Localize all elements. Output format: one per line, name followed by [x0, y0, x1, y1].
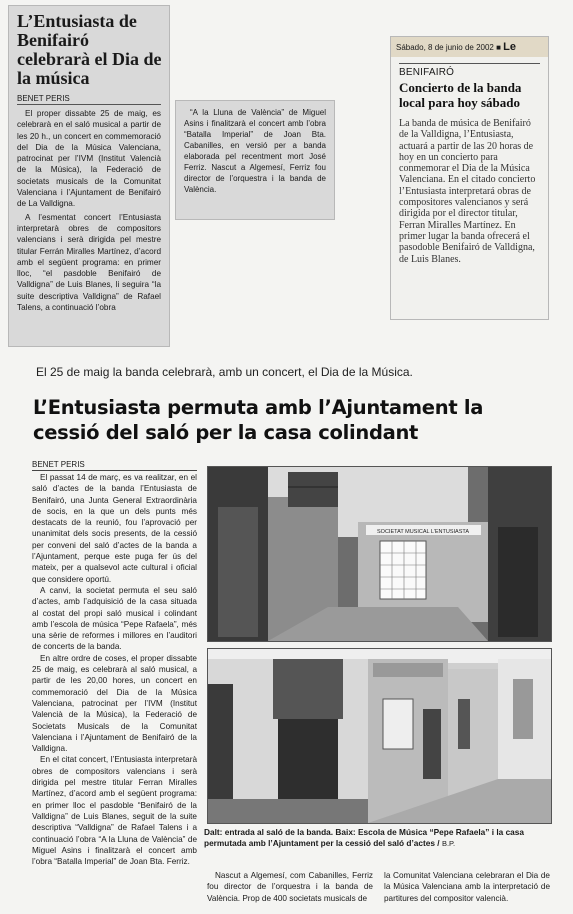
clipping-c-section: BENIFAIRÓ	[399, 63, 540, 78]
photo-music-school	[207, 648, 552, 824]
main-column-3	[384, 870, 550, 904]
clipping-c-date-tail: Le	[503, 41, 517, 53]
main-body	[32, 472, 197, 867]
clipping-a-paragraph: El proper dissabte 25 de maig, es celebrarà en el saló musical a partir de les 20 h., un concert en commemoració del Dia de la Música Valenciana, patrocinat per l’IVM (Institut Valencià de la Música), la Federació de societats musicals de la Comunitat Valenciana i l’Ajuntament de Benifairó de La Valldigna.	[17, 109, 161, 209]
photo-sign-text: SOCIETAT MUSICAL L’ENTUSIASTA	[377, 529, 469, 535]
main-column-2-paragraph: Nascut a Algemesí, com Cabanilles, Ferriz fou director de l’orquestra i la banda de València. Prop de 400 societats musicals de	[207, 871, 373, 903]
photo-music-school-drawing	[208, 649, 551, 823]
main-paragraph: En altre ordre de coses, el proper dissabte 25 de maig, es celebrarà al saló musical, a partir de les 20,00 hores, un concert en commemoració del Dia de la Música Valenciana, patrocinat per l’IVM (Institut Valencià de la Música), la Federació de Societats Musicals de la Comunitat Valenciana i l’Ajuntament de Benifairó de la Valldigna.	[32, 653, 197, 754]
clipping-a-body	[9, 105, 169, 313]
main-subtitle: El 25 de maig la banda celebrarà, amb un concert, el Dia de la Música.	[36, 365, 413, 379]
clipping-c-body	[399, 118, 540, 265]
clipping-c-paragraph: La banda de música de Benifairó de la Valldigna, l’Entusiasta, actuará a partir de las 20 horas de hoy en un concierto para conmemorar el Dia de la Música Valenciana. En el citado concierto l’Entusiasta interpretará obras de compositores valencianos y será dirigida por el director titular, Ferran Miralles Martínez. En primer lugar la banda ofrecerá el pasodoble Benifairó de Valldigna, de Luis Blanes.	[399, 118, 536, 265]
clipping-benifairo-celebrara	[8, 5, 170, 347]
photo-band-hall-entrance	[207, 466, 552, 642]
main-column-2	[207, 870, 373, 904]
clipping-c-headline: Concierto de la banda local para hoy sábado	[399, 80, 522, 110]
main-headline: L’Entusiasta permuta amb l’Ajuntament la cessió del saló per la casa colindant	[33, 396, 484, 444]
main-column-3-paragraph: la Comunitat Valenciana celebraran el Dia de la Música Valenciana amb la interpretació de partitures del compositor valencià.	[384, 871, 550, 903]
clipping-c-dateline	[391, 37, 548, 57]
clipping-b-body	[176, 101, 334, 201]
photo-band-hall-drawing	[208, 467, 551, 641]
clipping-a-paragraph: A l’esmentat concert l’Entusiasta interpretarà obres de compositors valencians i serà dirigida pel mestre titular Ferrán Miralles Martínez, d’acord amb el següent programa: en primer lloc, “el pasdoble Benifairó de Valldigna” de Luis Blanes, li seguira “la suite descriptiva Valldigna” de Rafael Talens, a continuació l’obra	[17, 212, 161, 313]
photo-caption-initials: B.P.	[441, 838, 456, 848]
clipping-a-byline: BENET PERIS	[17, 94, 161, 105]
clipping-b-paragraph: “A la Lluna de València” de Miguel Asins i finalitzarà el concert amb l’obra “Batalla Imperial” de Joan Bta. Cabanilles, en versió per a banda elaborada pel recentment mort José Ferriz. Nascut a Algemesí, Ferriz fou director de l’orquestra i la banda de València.	[184, 108, 326, 194]
clipping-concierto-banda	[390, 36, 549, 320]
clipping-continuation	[175, 100, 335, 220]
main-paragraph: A canvi, la societat permuta el seu saló d’actes, amb l’adquisició de la casa situada al costat del propi saló musical i colindant amb l’escola de música “Pepe Rafaela”, més una sèrie de reformes i millores en l’auditori de concerts de la banda.	[32, 585, 197, 652]
square-bullet-icon: ■	[496, 43, 504, 52]
photo-caption-text: Dalt: entrada al saló de la banda. Baix: Escola de Música “Pepe Rafaela” i la casa permutada amb l’Ajuntament per la cessió del saló d’actes /	[204, 827, 525, 848]
clipping-a-title: L’Entusiasta de Benifairó celebrarà el Dia de la música	[17, 11, 162, 88]
photo-caption	[204, 827, 549, 849]
main-paragraph: En el citat concert, l’Entusiasta interpretarà obres de compositors valencians i serà dirigida pel mestre titular Ferran Miralles Martínez, d’acord amb el següent programa: en primer lloc el pasdoble “Benifairó de la Valldigna” de Luis Blanes, seguit de la suite descriptiva “Valldigna” de Rafael Talens i a continuació l’obra “A la Lluna de València” de Miguel Asins i finalitzarà el concert amb l’obra “Batalla Imperial” de Joan Bta. Ferriz.	[32, 755, 197, 867]
main-paragraph: El passat 14 de març, es va realitzar, en el saló d’actes de la banda l’Entusiasta de Benifairó, una Junta General Extraordinària de socis, en la que un dels punts més destacats de la reunió, fou l’aprovació per unanimitat dels socis presents, de la cessió per conveni del saló d’actes de la banda a l’Ajuntament, perque este puga fer ús del mateix, per a qualsevol acte cultural i oficial que considere oportú.	[32, 473, 197, 584]
main-byline: BENET PERIS	[32, 460, 197, 471]
clipping-c-date: Sábado, 8 de junio de 2002	[396, 43, 494, 52]
